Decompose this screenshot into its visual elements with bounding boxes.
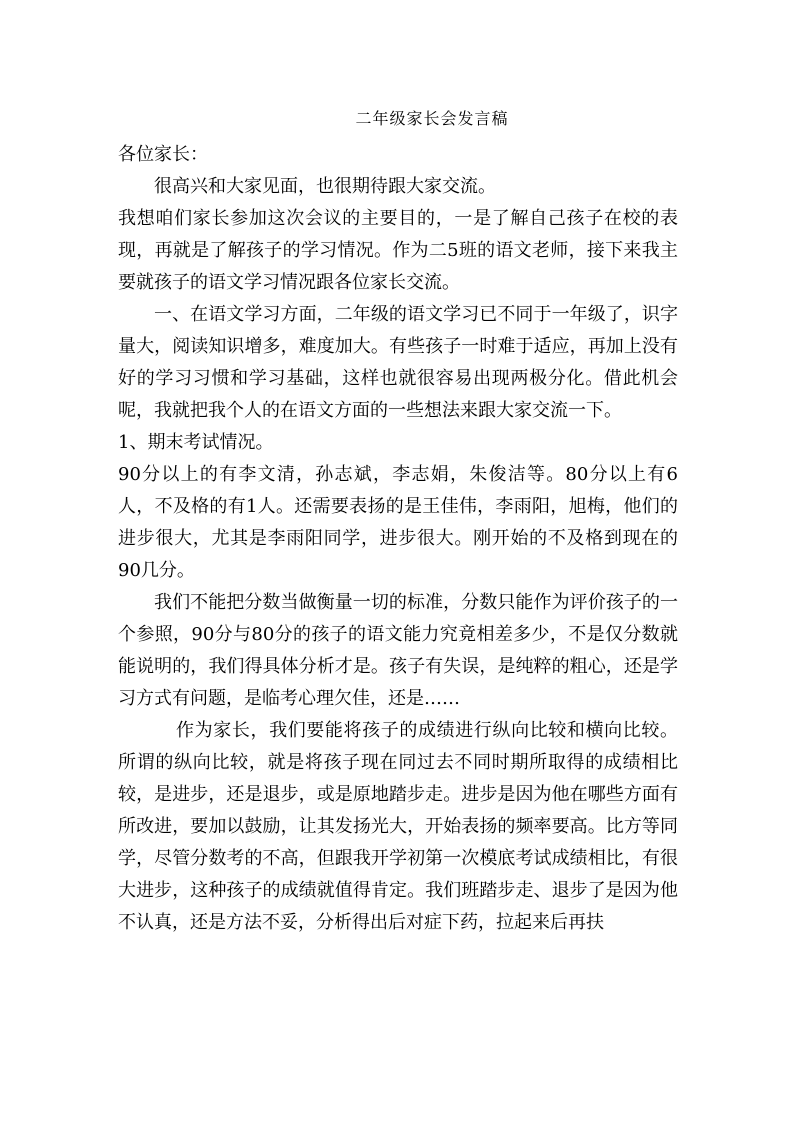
paragraph-exam-heading: 1、期末考试情况。 <box>118 432 274 453</box>
salutation: 各位家长： <box>118 144 208 165</box>
paragraph-scores-standard: 我们不能把分数当做衡量一切的标准，分数只能作为评价孩子的一个参照，90分与80分的孩子的语文能力究竟相差多少，不是仅分数就能说明的，我们得具体分析才是。孩子有失误，是纯粹的粗心，还是学习方式有问题，是临考心理欠佳，还是…… <box>118 592 678 709</box>
paragraph-greeting: 很高兴和大家见面，也很期待跟大家交流。 <box>154 176 496 197</box>
document-title: 二年级家长会发言稿 <box>355 109 509 128</box>
paragraph-parent-comparison: 作为家长，我们要能将孩子的成绩进行纵向比较和横向比较。所谓的纵向比较，就是将孩子现在同过去不同时期所取得的成绩相比较，是进步，还是退步，或是原地踏步走。进步是因为他在哪些方面有所改进，要加以鼓励，让其发扬光大，开始表扬的频率要高。比方等同学，尽管分数考的不高，但跟我开学初第一次模底考试成绩相比，有很大进步，这种孩子的成绩就值得肯定。我们班踏步走、退步了是因为他不认真，还是方法不妥，分析得出后对症下药，拉起来后再扶 <box>118 720 678 933</box>
paragraph-purpose: 我想咱们家长参加这次会议的主要目的，一是了解自己孩子在校的表现，再就是了解孩子的学习情况。作为二5班的语文老师，接下来我主要就孩子的语文学习情况跟各位家长交流。 <box>118 208 678 293</box>
paragraph-exam-results: 90分以上的有李文清，孙志斌，李志娟，朱俊洁等。80分以上有6人，不及格的有1人。还需要表扬的是王佳伟，李雨阳，旭梅，他们的进步很大，尤其是李雨阳同学，进步很大。刚开始的不及格到现在的90几分。 <box>118 464 678 581</box>
document-body <box>118 139 678 939</box>
paragraph-chinese-learning: 一、在语文学习方面，二年级的语文学习已不同于一年级了，识字量大，阅读知识增多，难度加大。有些孩子一时难于适应，再加上没有好的学习习惯和学习基础，这样也就很容易出现两极分化。借此机会呢，我就把我个人的在语文方面的一些想法来跟大家交流一下。 <box>118 304 678 421</box>
